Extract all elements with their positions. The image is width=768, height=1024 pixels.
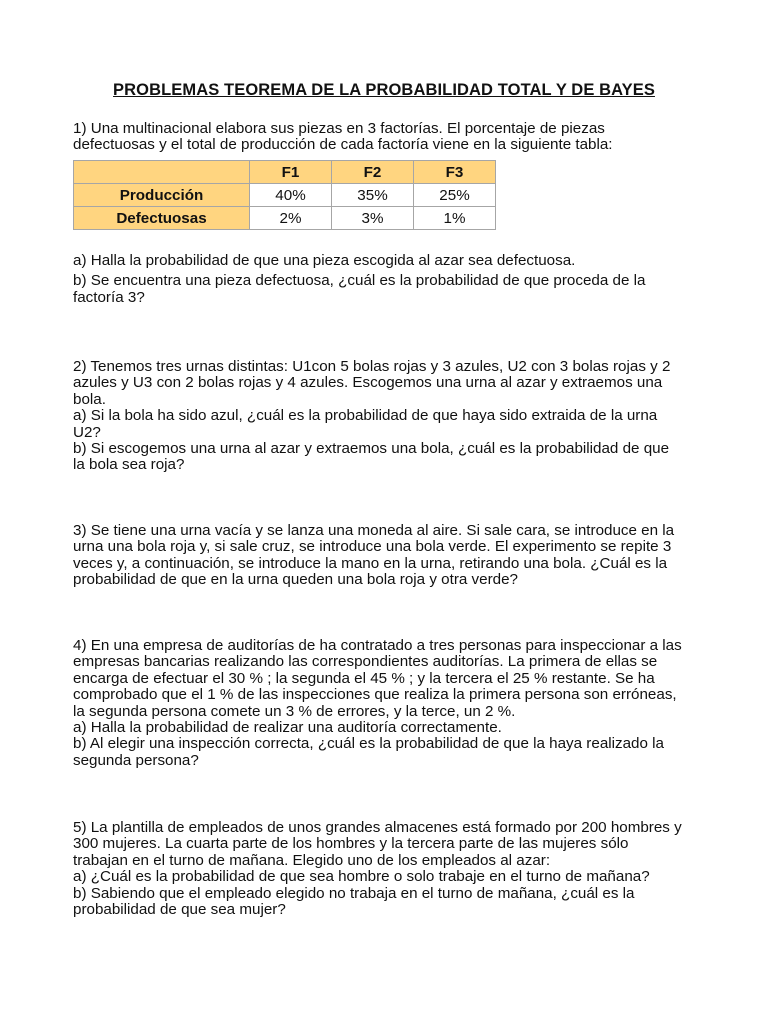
- problem-1-questions: [73, 252, 703, 306]
- table-header-cell: F2: [332, 161, 414, 184]
- text-line: encarga de efectuar el 30 % ; la segunda el 45 % ; y la tercera el 25 % restante. Se ha: [73, 669, 655, 687]
- text-line: 1) Una multinacional elabora sus piezas en 3 factorías. El porcentaje de piezas: [73, 120, 605, 137]
- text-line: a) Halla la probabilidad de que una pieza escogida al azar sea defectuosa.: [73, 252, 576, 269]
- factory-table: [73, 160, 496, 230]
- table-row: [74, 207, 496, 230]
- text-line: 3) Se tiene una urna vacía y se lanza una moneda al aire. Si sale cara, se introduce en la: [73, 522, 675, 539]
- text-line: b) Si escogemos una urna al azar y extraemos una bola, ¿cuál es la probabilidad de que: [73, 440, 670, 458]
- text-line: a) Halla la probabilidad de realizar una auditoría correctamente.: [73, 719, 502, 737]
- table-row: [74, 184, 496, 207]
- text-line: probabilidad de que sea mujer?: [73, 901, 286, 919]
- problem-4: [73, 638, 703, 769]
- table-cell: 40%: [250, 184, 332, 207]
- table-cell: 1%: [414, 207, 496, 230]
- text-line: 2) Tenemos tres urnas distintas: U1con 5 bolas rojas y 3 azules, U2 con 3 bolas rojas y 2: [73, 358, 671, 375]
- text-line: urna una bola roja y, si sale cruz, se introduce una bola verde. El experimento se repite 3: [73, 538, 672, 556]
- table-header-cell: F1: [250, 161, 332, 184]
- text-line: probabilidad de que en la urna queden una bola roja y otra verde?: [73, 571, 518, 589]
- text-line: la bola sea roja?: [73, 456, 185, 474]
- text-line: b) Se encuentra una pieza defectuosa, ¿cuál es la probabilidad de que proceda de la: [73, 272, 646, 289]
- text-line: U2?: [73, 423, 101, 441]
- table-row-header: Producción: [74, 184, 250, 207]
- table-header-cell: F3: [414, 161, 496, 184]
- text-line: b) Al elegir una inspección correcta, ¿cuál es la probabilidad de que la haya realizado la: [73, 735, 664, 753]
- text-line: b) Sabiendo que el empleado elegido no trabaja en el turno de mañana, ¿cuál es la: [73, 884, 635, 902]
- table-cell: 35%: [332, 184, 414, 207]
- text-line: empresas bancarias realizando las correspondientes auditorías. La primera de ellas se: [73, 653, 658, 671]
- problem-3: [73, 523, 703, 589]
- table-row-header: Defectuosas: [74, 207, 250, 230]
- text-line: a) Si la bola ha sido azul, ¿cuál es la probabilidad de que haya sido extraida de la urna: [73, 407, 658, 425]
- table-cell: 25%: [414, 184, 496, 207]
- text-line: 300 mujeres. La cuarta parte de los hombres y la tercera parte de las mujeres sólo: [73, 835, 629, 853]
- text-line: segunda persona?: [73, 751, 199, 769]
- text-line: defectuosas y el total de producción de cada factoría viene en la siguiente tabla:: [73, 136, 613, 154]
- text-line: trabajan en el turno de mañana. Elegido uno de los empleados al azar:: [73, 851, 551, 869]
- text-line: veces y, a continuación, se introduce la mano en la urna, retirando una bola. ¿Cuál es la: [73, 554, 668, 572]
- text-line: bola.: [73, 390, 106, 408]
- text-line: 4) En una empresa de auditorías de ha contratado a tres personas para inspeccionar a las: [73, 637, 682, 654]
- text-line: comprobado que el 1 % de las inspecciones que realiza la primera persona son erróneas,: [73, 686, 677, 704]
- text-line: azules y U3 con 2 bolas rojas y 4 azules. Escogemos una urna al azar y extraemos una: [73, 374, 663, 392]
- problem-5: [73, 820, 703, 918]
- table-cell: 3%: [332, 207, 414, 230]
- text-line: la segunda persona comete un 3 % de errores, y la terce, un 2 %.: [73, 702, 516, 720]
- table-cell: 2%: [250, 207, 332, 230]
- text-line: factoría 3?: [73, 289, 145, 306]
- text-line: a) ¿Cuál es la probabilidad de que sea hombre o solo trabaje en el turno de mañana?: [73, 868, 650, 886]
- document-title: PROBLEMAS TEOREMA DE LA PROBABILIDAD TOTAL Y DE BAYES: [113, 81, 655, 99]
- text-line: 5) La plantilla de empleados de unos grandes almacenes está formado por 200 hombres y: [73, 819, 682, 836]
- table-header-row: [74, 161, 496, 184]
- problem-2: [73, 359, 703, 474]
- problem-1-intro: [73, 121, 703, 154]
- table-corner-cell: [74, 161, 250, 184]
